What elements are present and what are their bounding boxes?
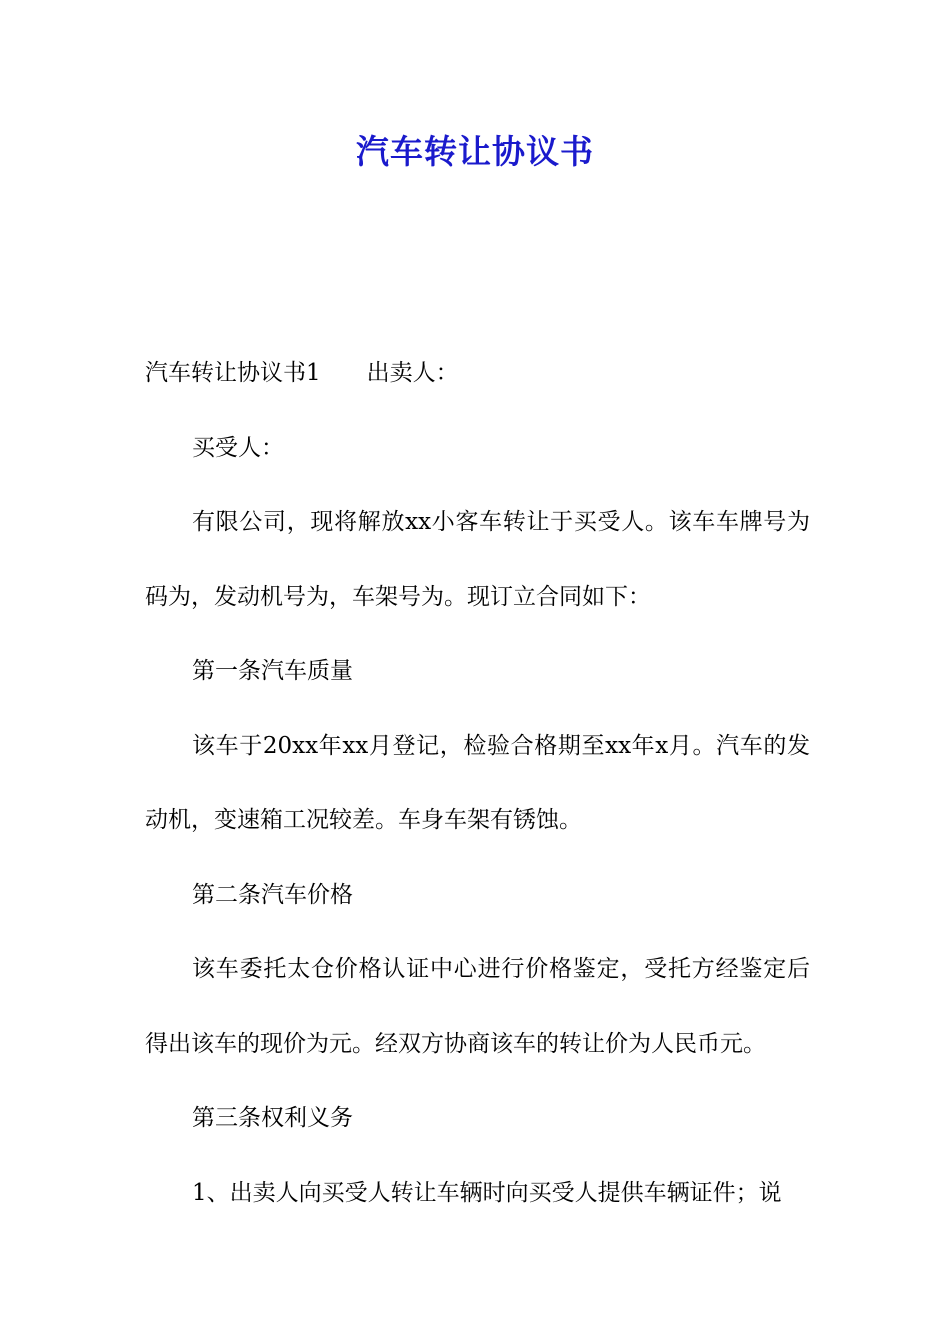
document-body xyxy=(145,336,810,1230)
heading-line xyxy=(145,336,810,411)
paragraph-intro: 有限公司，现将解放xx小客车转让于买受人。该车车牌号为码为，发动机号为，车架号为。现订立合同如下： xyxy=(145,509,810,610)
article-1-body: 该车于20xx年xx月登记，检验合格期至xx年x月。汽车的发动机，变速箱工况较差。车身车架有锈蚀。 xyxy=(145,732,810,833)
paragraph-buyer: 买受人： xyxy=(192,434,284,461)
article-3-item-1: 1、出卖人向买受人转让车辆时向买受人提供车辆证件；说 xyxy=(192,1179,782,1206)
document-title: 汽车转让协议书 xyxy=(356,132,594,171)
article-2-heading: 第二条汽车价格 xyxy=(192,881,353,908)
article-1-heading: 第一条汽车质量 xyxy=(192,658,353,684)
article-3-heading: 第三条权利义务 xyxy=(192,1105,353,1131)
heading-line-right: 出卖人： xyxy=(366,360,459,386)
heading-line-left: 汽车转让协议书1 xyxy=(145,360,321,386)
article-2-body: 该车委托太仓价格认证中心进行价格鉴定，受托方经鉴定后得出该车的现价为元。经双方协商该车的转让价为人民币元。 xyxy=(145,956,810,1057)
